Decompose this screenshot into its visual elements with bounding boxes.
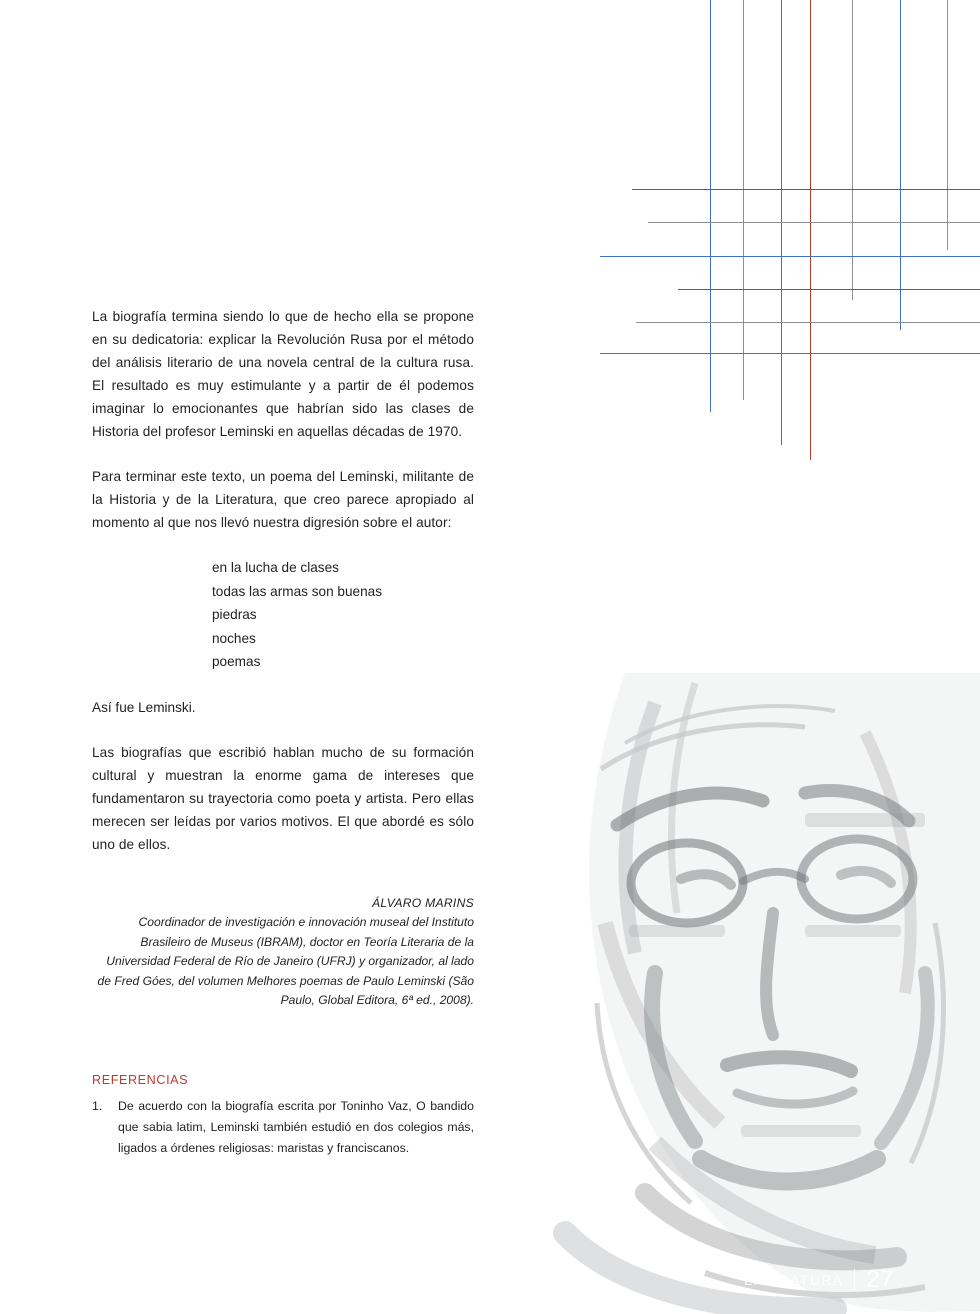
grid-horizontal-line [648, 222, 980, 223]
grid-horizontal-line [600, 353, 980, 354]
poem-block [92, 556, 474, 674]
author-credit-description: Coordinador de investigación e innovación museal del Instituto Brasileiro de Museus (IBRAM), doctor en Teoría Literaria de la Universidad Federal de Río de Janeiro (UFRJ) y organizador, al lado de Fred Góes, del volumen Melhores poemas de Paulo Leminski (São Paulo, Global Editora, 6ª ed., 2008). [97, 915, 474, 1008]
grid-vertical-line [710, 0, 711, 412]
footer-page-number: 27 [866, 1266, 894, 1293]
reference-number: 1. [92, 1098, 103, 1113]
author-credit [92, 894, 474, 1011]
body-paragraph: La biografía termina siendo lo que de hecho ella se propone en su dedicatoria: explicar la Revolución Rusa por el método del análisis literario de una novela central de la cultura rusa. El resultado es muy estimulante y a partir de él podemos imaginar lo emocionantes que habrían sido las clases de Historia del profesor Leminski en aquellas décadas de 1970. [92, 309, 474, 439]
portrait-illustration [505, 673, 980, 1314]
footer-section-label: LITERATURA [744, 1272, 844, 1288]
poem-line: piedras [212, 607, 257, 623]
closing-paragraph: Las biografías que escribió hablan mucho de su formación cultural y muestran la enorme gama de intereses que fundamentaron su trayectoria como poeta y artista. Pero ellas merecen ser leídas por varios motivos. El que abordé es sólo uno de ellos. [92, 744, 474, 852]
body-text-column [92, 305, 474, 1159]
poem-line: en la lucha de clases [212, 560, 339, 575]
body-paragraph: Para terminar este texto, un poema del Leminski, militante de la Historia y de la Literatura, que creo parece apropiado al momento al que nos llevó nuestra digresión sobre el autor: [92, 469, 474, 530]
poem-line: poemas [212, 654, 261, 670]
grid-vertical-line [900, 0, 901, 330]
grid-vertical-line [810, 0, 811, 460]
reference-text: De acuerdo con la biografía escrita por Toninho Vaz, O bandido que sabia latim, Leminski también estudió en dos colegios más, ligados a órdenes religiosas: maristas y franciscanos. [118, 1098, 474, 1155]
author-credit-name: ÁLVARO MARINS [371, 895, 474, 910]
grid-horizontal-line [632, 189, 980, 190]
footer-divider [854, 1269, 855, 1291]
grid-horizontal-line [600, 256, 980, 257]
grid-horizontal-line [678, 289, 980, 290]
grid-vertical-line [947, 0, 948, 250]
decorative-line-grid [600, 0, 980, 470]
poem-line: todas las armas son buenas [212, 583, 383, 599]
reference-item [92, 1096, 474, 1159]
grid-vertical-line [852, 0, 853, 300]
references-title: REFERENCIAS [92, 1072, 189, 1087]
page-footer [744, 1266, 894, 1294]
after-poem-line: Así fue Leminski. [92, 699, 196, 715]
grid-vertical-line [743, 0, 744, 400]
grid-horizontal-line [636, 322, 980, 323]
references-section [92, 1073, 474, 1159]
poem-line: noches [212, 630, 256, 646]
